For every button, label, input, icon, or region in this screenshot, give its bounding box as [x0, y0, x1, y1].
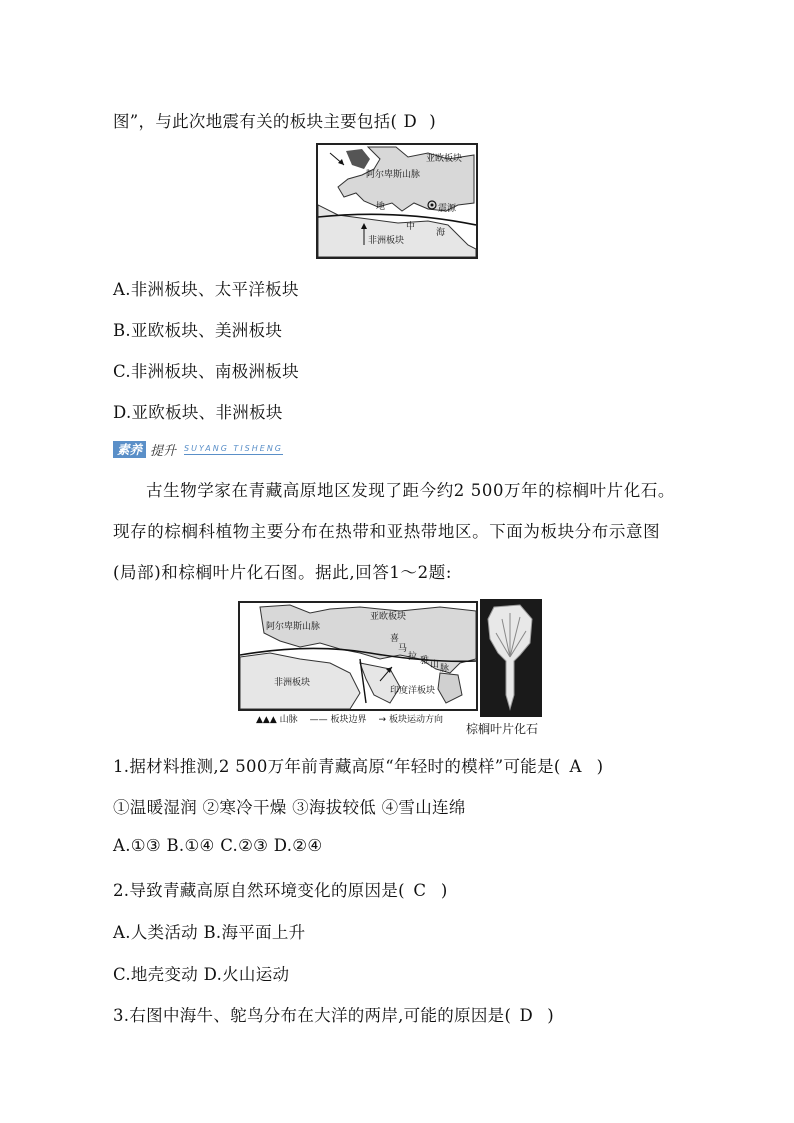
label-africa-plate: 非洲板块: [368, 236, 405, 246]
label-indian-plate: 印度洋板块: [390, 686, 436, 696]
label-shan: 山: [430, 660, 440, 670]
label-di: 地: [376, 202, 386, 212]
label-mai: 脉: [440, 664, 450, 674]
label-ma: 马: [398, 644, 408, 654]
section-subtitle: SUYANG TISHENG: [184, 443, 284, 453]
palm-fossil-photo: [480, 599, 542, 717]
question-2-options-1: A.人类活动 B.海平面上升: [113, 923, 306, 942]
plate-map-tibet: [238, 601, 478, 711]
question-1-options: A.①③ B.①④ C.②③ D.②④: [113, 836, 323, 855]
map-legend: [256, 712, 443, 725]
label-la: 拉: [408, 652, 418, 662]
label-ya: 雅: [420, 656, 430, 666]
answer-2: C: [413, 881, 427, 900]
question-2-options-2: C.地壳变动 D.火山运动: [113, 965, 290, 984]
question-3: 3.右图中海牛、鸵鸟分布在大洋的两岸,可能的原因是( D ): [113, 1006, 554, 1025]
option-a: A.非洲板块、太平洋板块: [113, 280, 299, 299]
label-alps: 阿尔卑斯山脉: [366, 170, 421, 180]
answer-3: D: [519, 1006, 533, 1025]
label-epicenter: 震源: [438, 204, 457, 214]
legend-direction: → 板块运动方向: [378, 715, 443, 725]
label-africa-plate-2: 非洲板块: [274, 678, 311, 688]
legend-boundary: —— 板块边界: [309, 715, 367, 725]
option-c: C.非洲板块、南极洲板块: [113, 362, 299, 381]
label-hai: 海: [436, 228, 446, 238]
photo-caption: 棕榈叶片化石: [466, 722, 539, 736]
label-zhong: 中: [406, 222, 416, 232]
question-1: 1.据材料推测,2 500万年前青藏高原“年轻时的模样”可能是( A ): [113, 757, 604, 776]
intro-paragraph: 古生物学家在青藏高原地区发现了距今约2 500万年的棕榈叶片化石。现存的棕榈科植物主要分布在热带和亚热带地区。下面为板块分布示意图(局部)和棕榈叶片化石图。据此,回答1～2题:: [113, 481, 676, 582]
option-b: B.亚欧板块、美洲板块: [113, 321, 283, 340]
answer-letter: D: [403, 112, 418, 131]
answer-1: A: [569, 757, 582, 776]
option-d: D.亚欧板块、非洲板块: [113, 403, 283, 422]
question-tail: 图”，与此次地震有关的板块主要包括( D ): [113, 112, 437, 131]
plate-map-mediterranean: [316, 143, 478, 259]
section-title: 提升: [150, 443, 177, 459]
label-alps-2: 阿尔卑斯山脉: [266, 622, 321, 632]
label-xi: 喜: [390, 634, 400, 644]
label-eurasia-plate-2: 亚欧板块: [370, 612, 407, 622]
label-eurasia-plate: 亚欧板块: [426, 154, 463, 164]
question-1-choices: ①温暖湿润 ②寒冷干燥 ③海拔较低 ④雪山连绵: [113, 798, 466, 817]
section-header: [113, 440, 283, 458]
question-2: 2.导致青藏高原自然环境变化的原因是( C ): [113, 881, 448, 900]
section-badge: 素养: [113, 441, 146, 458]
legend-mountain: ▲▲▲ 山脉: [256, 715, 298, 725]
